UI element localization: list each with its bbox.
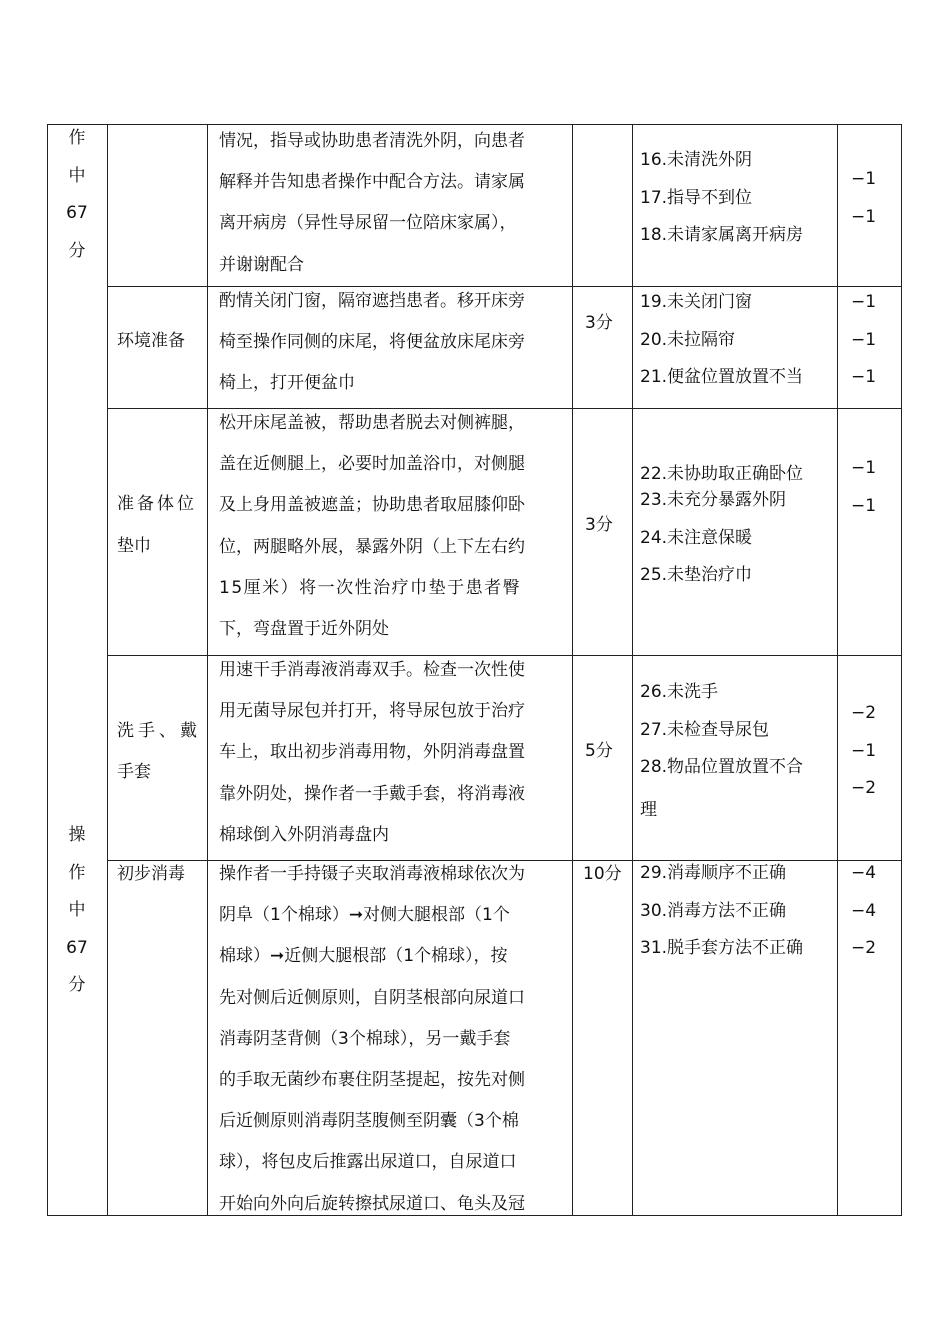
row-points	[825, 161, 902, 236]
deduction-item: 31.脱手套方法不正确	[640, 938, 804, 958]
content-line: 靠外阴处，操作者一手戴手套，将消毒液	[219, 783, 525, 804]
content-line: 棉球倒入外阴消毒盘内	[219, 824, 389, 845]
row-deductions	[640, 456, 830, 595]
content-line: 阴阜（1个棉球）➞对侧大腿根部（1个	[219, 905, 510, 926]
content-line: 并谢谢配合	[219, 254, 304, 275]
points-value: −1	[850, 206, 877, 227]
section-label-char: 作	[68, 128, 86, 148]
score-value: 3分	[585, 515, 613, 535]
content-line: 棉球）➞近侧大腿根部（1个棉球），按	[219, 946, 508, 967]
scoring-table	[47, 124, 902, 1216]
section-label-char: 67	[66, 203, 88, 223]
item-name: 洗手、戴	[117, 721, 201, 741]
deduction-item: 18.未请家属离开病房	[640, 225, 804, 245]
section-label-char: 中	[68, 165, 86, 186]
content-line: 开始向外向后旋转擦拭尿道口、龟头及冠	[219, 1193, 525, 1214]
content-line: 椅上，打开便盆巾	[219, 373, 355, 394]
section-label-top	[47, 120, 107, 270]
content-line: 解释并告知患者操作中配合方法。请家属	[219, 172, 525, 193]
score-value: 5分	[585, 741, 613, 761]
points-value: −1	[850, 292, 877, 312]
row-points	[825, 855, 902, 968]
row-points	[825, 695, 902, 808]
section-label-char: 67	[66, 937, 88, 958]
points-value: −4	[850, 863, 877, 883]
row-deductions	[640, 142, 830, 255]
item-name: 垫巾	[117, 536, 151, 556]
points-value: −1	[850, 169, 877, 189]
row-deductions	[640, 284, 830, 397]
content-line: 用速干手消毒液消毒双手。检查一次性使	[219, 660, 525, 680]
deduction-item: 理	[640, 799, 657, 820]
content-line: 位，两腿略外展，暴露外阴（上下左右约	[219, 536, 525, 557]
row-points	[825, 450, 902, 525]
deduction-item: 28.物品位置放置不合	[640, 757, 804, 777]
content-line: 离开病房（异性导尿留一位陪床家属），	[219, 213, 517, 234]
deduction-item: 27.未检查导尿包	[640, 719, 770, 740]
deduction-item: 22.未协助取正确卧位	[640, 464, 804, 484]
points-value: −1	[850, 329, 877, 350]
deduction-item: 19.未关闭门窗	[640, 292, 753, 312]
content-line: 的手取无菌纱布裹住阴茎提起，按先对侧	[219, 1070, 525, 1091]
deduction-item: 25.未垫治疗巾	[640, 565, 753, 585]
item-name: 准备体位	[117, 494, 197, 514]
section-label-char: 作	[68, 862, 86, 883]
content-line: 松开床尾盖被，帮助患者脱去对侧裤腿，	[219, 413, 525, 433]
content-line: 后近侧原则消毒阴茎腹侧至阴囊（3个棉	[219, 1111, 519, 1132]
points-value: −4	[850, 900, 877, 921]
deduction-item: 21.便盆位置放置不当	[640, 367, 804, 387]
content-line: 及上身用盖被遮盖；协助患者取屈膝仰卧	[219, 495, 525, 516]
content-line: 酌情关闭门窗，隔帘遮挡患者。移开床旁	[219, 291, 525, 311]
row-content	[219, 403, 569, 650]
content-line: 盖在近侧腿上，必要时加盖浴巾，对侧腿	[219, 454, 525, 475]
content-line: 下，弯盘置于近外阴处	[219, 619, 389, 640]
deduction-item: 16.未清洗外阴	[640, 150, 753, 170]
row-deductions	[640, 674, 830, 829]
deduction-item: 20.未拉隔帘	[640, 329, 736, 350]
row-content	[219, 854, 569, 1225]
row-points	[825, 284, 902, 397]
content-line: 先对侧后近侧原则，自阴茎根部向尿道口	[219, 987, 525, 1008]
deduction-item: 17.指导不到位	[640, 187, 753, 208]
section-label-char: 分	[68, 240, 86, 261]
row-content	[219, 281, 569, 405]
section-label-main	[47, 817, 107, 1005]
deduction-item: 30.消毒方法不正确	[640, 900, 787, 921]
points-value: −1	[850, 458, 877, 478]
points-value: −1	[850, 495, 877, 516]
points-value: −1	[850, 740, 877, 761]
section-label-char: 操	[68, 825, 86, 845]
item-name: 环境准备	[117, 331, 185, 351]
row-content	[219, 121, 569, 286]
points-value: −2	[850, 703, 877, 723]
content-line: 球），将包皮后推露出尿道口，自尿道口	[219, 1152, 517, 1173]
deduction-item: 23.未充分暴露外阴	[640, 490, 787, 510]
item-name: 手套	[117, 762, 151, 782]
score-value: 3分	[585, 313, 613, 333]
deduction-item: 26.未洗手	[640, 682, 719, 702]
deduction-item: 29.消毒顺序不正确	[640, 863, 787, 883]
content-line: 椅至操作同侧的床尾，将便盆放床尾床旁	[219, 332, 525, 353]
content-line: 情况，指导或协助患者清洗外阴，向患者	[219, 131, 525, 151]
points-value: −2	[850, 938, 877, 958]
content-line: 操作者一手持镊子夹取消毒液棉球依次为	[219, 864, 525, 884]
points-value: −1	[850, 367, 877, 387]
points-value: −2	[850, 778, 877, 798]
content-line: 用无菌导尿包并打开，将导尿包放于治疗	[219, 701, 525, 722]
section-label-char: 分	[68, 975, 86, 995]
row-deductions	[640, 855, 830, 968]
section-label-char: 中	[68, 900, 86, 920]
item-name: 初步消毒	[117, 864, 185, 884]
content-line: 消毒阴茎背侧（3个棉球），另一戴手套	[219, 1028, 511, 1049]
score-value: 10分	[583, 864, 622, 884]
deduction-item: 24.未注意保暖	[640, 527, 753, 548]
content-line: 15厘米）将一次性治疗巾垫于患者臀	[219, 577, 522, 598]
row-content	[219, 650, 569, 856]
content-line: 车上，取出初步消毒用物，外阴消毒盘置	[219, 742, 525, 763]
